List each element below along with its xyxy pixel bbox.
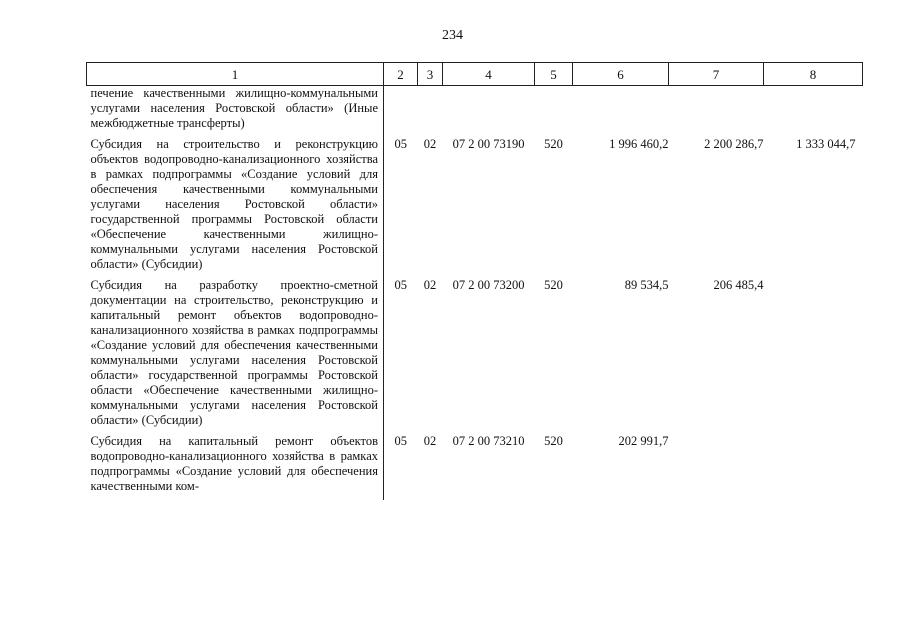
cell-section [384, 86, 418, 138]
table-row [87, 86, 863, 138]
cell-amount-col6 [573, 86, 669, 138]
cell-amount-col7: 2 200 286,7 [704, 137, 764, 151]
row-description: печение качественными жилищно-коммунальными услугами населения Ростовской области» (Иные межбюджетные трансферты) [87, 86, 384, 138]
cell-amount-col6: 89 534,5 [624, 278, 669, 292]
cell-target-code: 07 2 00 73200 [452, 278, 525, 292]
cell-subsection: 02 [423, 137, 437, 151]
cell-expense-type: 520 [544, 137, 563, 151]
cell-section: 05 [394, 137, 407, 151]
row-description: Субсидия на разработку проектно-сметной документации на строительство, реконструкцию и капитальный ремонт объектов водопроводно-канализационного хозяйства в рамках подпрограммы «Создание условий для обеспечения качественными коммунальными услугами населения Ростовской области» государственной программы Ростовской области «Обеспечение качественными жилищно-коммунальными услугами населения Ростовской области» (Субсидии) [87, 278, 384, 434]
row-description: Субсидия на строительство и реконструкцию объектов водопроводно-канализационного хозяйства в рамках подпрограммы «Создание условий для обеспечения качественными коммунальными услугами населения Ростовской области» государственной программы Ростовской области «Обеспечение качественными жилищно-коммунальными услугами населения Ростовской области» (Субсидии) [87, 137, 384, 278]
cell-subsection [418, 86, 443, 138]
cell-amount-col7: 206 485,4 [713, 278, 764, 292]
cell-amount-col8 [764, 434, 863, 500]
cell-amount-col7 [669, 86, 764, 138]
cell-subsection: 02 [423, 278, 437, 292]
table-row [87, 434, 863, 500]
cell-amount-col6: 1 996 460,2 [609, 137, 669, 151]
column-header: 7 [669, 63, 764, 86]
cell-amount-col6: 202 991,7 [618, 434, 669, 448]
cell-target-code: 07 2 00 73190 [452, 137, 525, 151]
cell-expense-type: 520 [544, 434, 563, 448]
row-description: Субсидия на капитальный ремонт объектов водопроводно-канализационного хозяйства в рамках подпрограммы «Создание условий для обеспечения качественными ком- [87, 434, 384, 500]
cell-amount-col8 [764, 278, 863, 434]
cell-amount-col7 [669, 434, 764, 500]
cell-section: 05 [394, 278, 407, 292]
page-number: 234 [442, 28, 463, 43]
column-header: 1 [87, 63, 384, 86]
table-row [87, 278, 863, 434]
column-header: 4 [443, 63, 535, 86]
column-header: 6 [573, 63, 669, 86]
budget-table [86, 62, 863, 500]
cell-section: 05 [394, 434, 407, 448]
cell-expense-type [535, 86, 573, 138]
column-header: 5 [535, 63, 573, 86]
table-header-row [87, 63, 863, 86]
column-header: 2 [384, 63, 418, 86]
table-row [87, 137, 863, 278]
cell-expense-type: 520 [544, 278, 563, 292]
cell-target-code [443, 86, 535, 138]
column-header: 3 [418, 63, 443, 86]
column-header: 8 [764, 63, 863, 86]
cell-target-code: 07 2 00 73210 [452, 434, 525, 448]
cell-subsection: 02 [423, 434, 437, 448]
cell-amount-col8: 1 333 044,7 [796, 137, 856, 151]
cell-amount-col8 [764, 86, 863, 138]
